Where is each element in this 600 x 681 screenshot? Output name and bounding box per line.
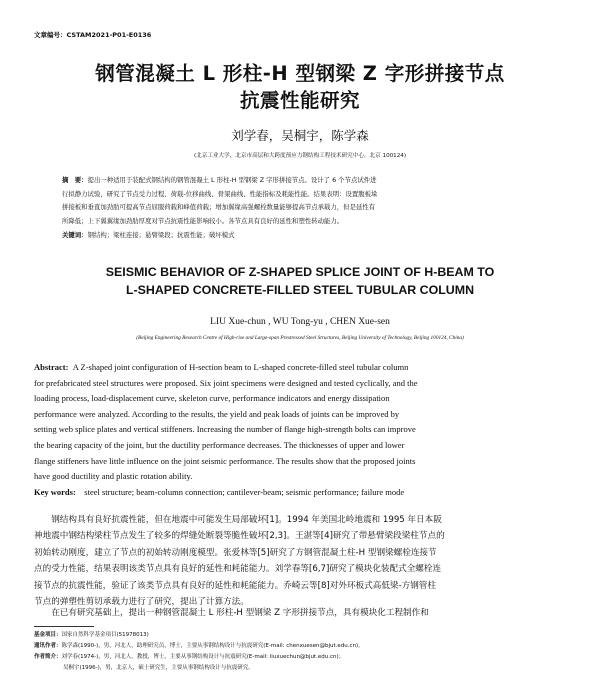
en-title-line2: L-SHAPED CONCRETE-FILLED STEEL TUBULAR COLUMN xyxy=(125,283,475,297)
cn-abstract-line: 拼接板和垂直加劲肋可提高节点屈服荷载和峰值荷载；增加翼缘高强螺栓数量能够提高节点承载力，但是延性有 xyxy=(62,203,376,212)
cn-abstract-line: 行拟静力试验，研究了节点受力过程、荷载-位移曲线、骨架曲线、性能指标及耗能性能。结果表明：设置腹板垛 xyxy=(62,189,378,198)
en-keywords-text: steel structure; beam-column connection; cantilever-beam; seismic performance; failure mode xyxy=(84,487,405,497)
en-keywords xyxy=(34,485,566,501)
body-line: 节点的弹塑性剪切承载力进行了研究，提出了计算方法。 xyxy=(34,597,249,607)
en-abstract-line: loading process, load-displacement curve, skeleton curve, performance indicators and energy dissipation xyxy=(34,393,390,404)
article-number: 文章编号：CSTAM2021-P01-E0136 xyxy=(34,31,152,39)
en-abstract-line xyxy=(34,360,566,376)
en-abstract-label: Abstract: xyxy=(34,362,69,372)
cn-title-line1: 钢管混凝土 L 形柱-H 型钢梁 Z 字形拼接节点 xyxy=(95,62,505,85)
body-line: 神地震中钢结构梁柱节点发生了较多的焊缝处断裂等脆性破坏[2,3]。王湛等[4]研究了带悬臂梁段梁柱节点的 xyxy=(34,531,445,542)
body-line: 钢结构具有良好抗震性能，但在地震中可能发生局部破坏[1]。1994 年美国北岭地震和 1995 年日本阪 xyxy=(34,515,442,525)
en-title-line1: SEISMIC BEHAVIOR OF Z-SHAPED SPLICE JOINT OF H-BEAM TO xyxy=(105,265,495,279)
en-abstract-line: flange stiffeners have little influence on the joint seismic performance. The results show that the proposed joints xyxy=(34,455,416,466)
en-keywords-label: Key words: xyxy=(34,487,76,497)
en-abstract-line: setting web splice plates and vertical stiffeners. Increasing the number of flange high-strength bolts can improve xyxy=(34,424,416,435)
body-line: 在已有研究基础上，提出一种钢管混凝土 L 形柱-H 型钢梁 Z 字形拼接节点，具有模块化工程制作和 xyxy=(34,608,429,618)
cn-abstract-line: 所降低；上下翼翼缘加劲肋厚度对节点抗震性能影响较小。各节点具有良好的延性和塑性转动能力。 xyxy=(62,216,344,225)
en-affiliation: (Beijing Engineering Research Centre of High-rise and Large-span Prestressed Steel Structures, Beijing University of Technology, Beijing 100124, China) xyxy=(136,335,464,341)
cn-authors: 刘学春，吴桐宇，陈学森 xyxy=(231,128,369,143)
cn-affiliation: (北京工业大学，北京市高层和大跨度预应力钢结构工程技术研究中心，北京 100124) xyxy=(193,153,407,159)
body-line: 点的受力性能，结果表明该类节点具有良好的延性和耗能能力。刘学春等[6,7]研究了模块化装配式全螺栓连 xyxy=(34,564,442,575)
cn-abstract-label: 摘 要： xyxy=(62,176,88,184)
body-line: 初始转动刚度，建立了节点的初始转动刚度模型。张爱林等[5]研究了方钢管混凝土柱-H 型钢梁螺栓连接节 xyxy=(34,547,437,558)
footnote-rule xyxy=(34,626,94,627)
en-abstract-line: the bearing capacity of the joint, but the ductility performance decreases. The thicknesses of upper and lower xyxy=(34,440,405,450)
cn-keywords-label: 关键词： xyxy=(62,231,88,239)
footnote-corr-text: 陈学森(1990-)，男，河北人，助理研究员，博士，主要从事钢结构设计与抗震研究(E-mail: chenxuesen@bjut.edu.cn)。 xyxy=(61,643,364,649)
footnote-corr-label: 通讯作者： xyxy=(34,643,62,649)
en-abstract-line: have good ductility and plastic rotation ability. xyxy=(34,471,193,482)
footnote-authors xyxy=(34,652,566,663)
cn-abstract-line xyxy=(62,174,540,188)
cn-keywords xyxy=(62,229,540,243)
footnote-fund-text: 国家自然科学基金项目(51978013) xyxy=(61,632,149,638)
cn-keywords-text: 钢结构；梁柱连接；悬臂梁段；抗震性能；破坏模式 xyxy=(87,231,235,239)
en-abstract-text: A Z-shaped joint configuration of H-section beam to L-shaped concrete-filled steel tubular column xyxy=(72,362,409,372)
footnote-author2: 吴桐宇(1996-)，男，北京人，硕士研究生，主要从事钢结构设计与抗震研究。 xyxy=(63,665,254,671)
en-authors: LIU Xue-chun , WU Tong-yu , CHEN Xue-sen xyxy=(210,317,390,327)
footnote-fund-label: 基金项目： xyxy=(34,632,62,638)
cn-abstract-text: 提出一种适用于装配式钢结构的钢管混凝土 L 形柱-H 型钢梁 Z 字形拼接节点。设计了 6 个节点试件进 xyxy=(87,176,377,184)
body-line: 接节点的抗震性能，验证了该类节点具有良好的延性和耗能能力。乔崎云等[8]对外环板式高低梁-方钢管柱 xyxy=(34,580,436,591)
footnote-corresponding xyxy=(34,641,566,652)
cn-title-line2: 抗震性能研究 xyxy=(239,89,360,112)
en-abstract-line: for prefabricated steel structures were proposed. Six joint specimens were designed and tested cyclically, and the xyxy=(34,377,418,388)
en-abstract-line: performance were analyzed. According to the results, the yield and peak loads of joints can be improved by xyxy=(34,408,400,419)
footnote-author1-text: 刘学春(1974-)，男，河北人，教授，博士，主要从事钢结构设计与抗震研究(E-mail: liuxuechun@bjut.edu.cn)； xyxy=(61,654,345,660)
footnote-authors-label: 作者简介： xyxy=(34,654,62,660)
footnote-fund xyxy=(34,630,566,641)
